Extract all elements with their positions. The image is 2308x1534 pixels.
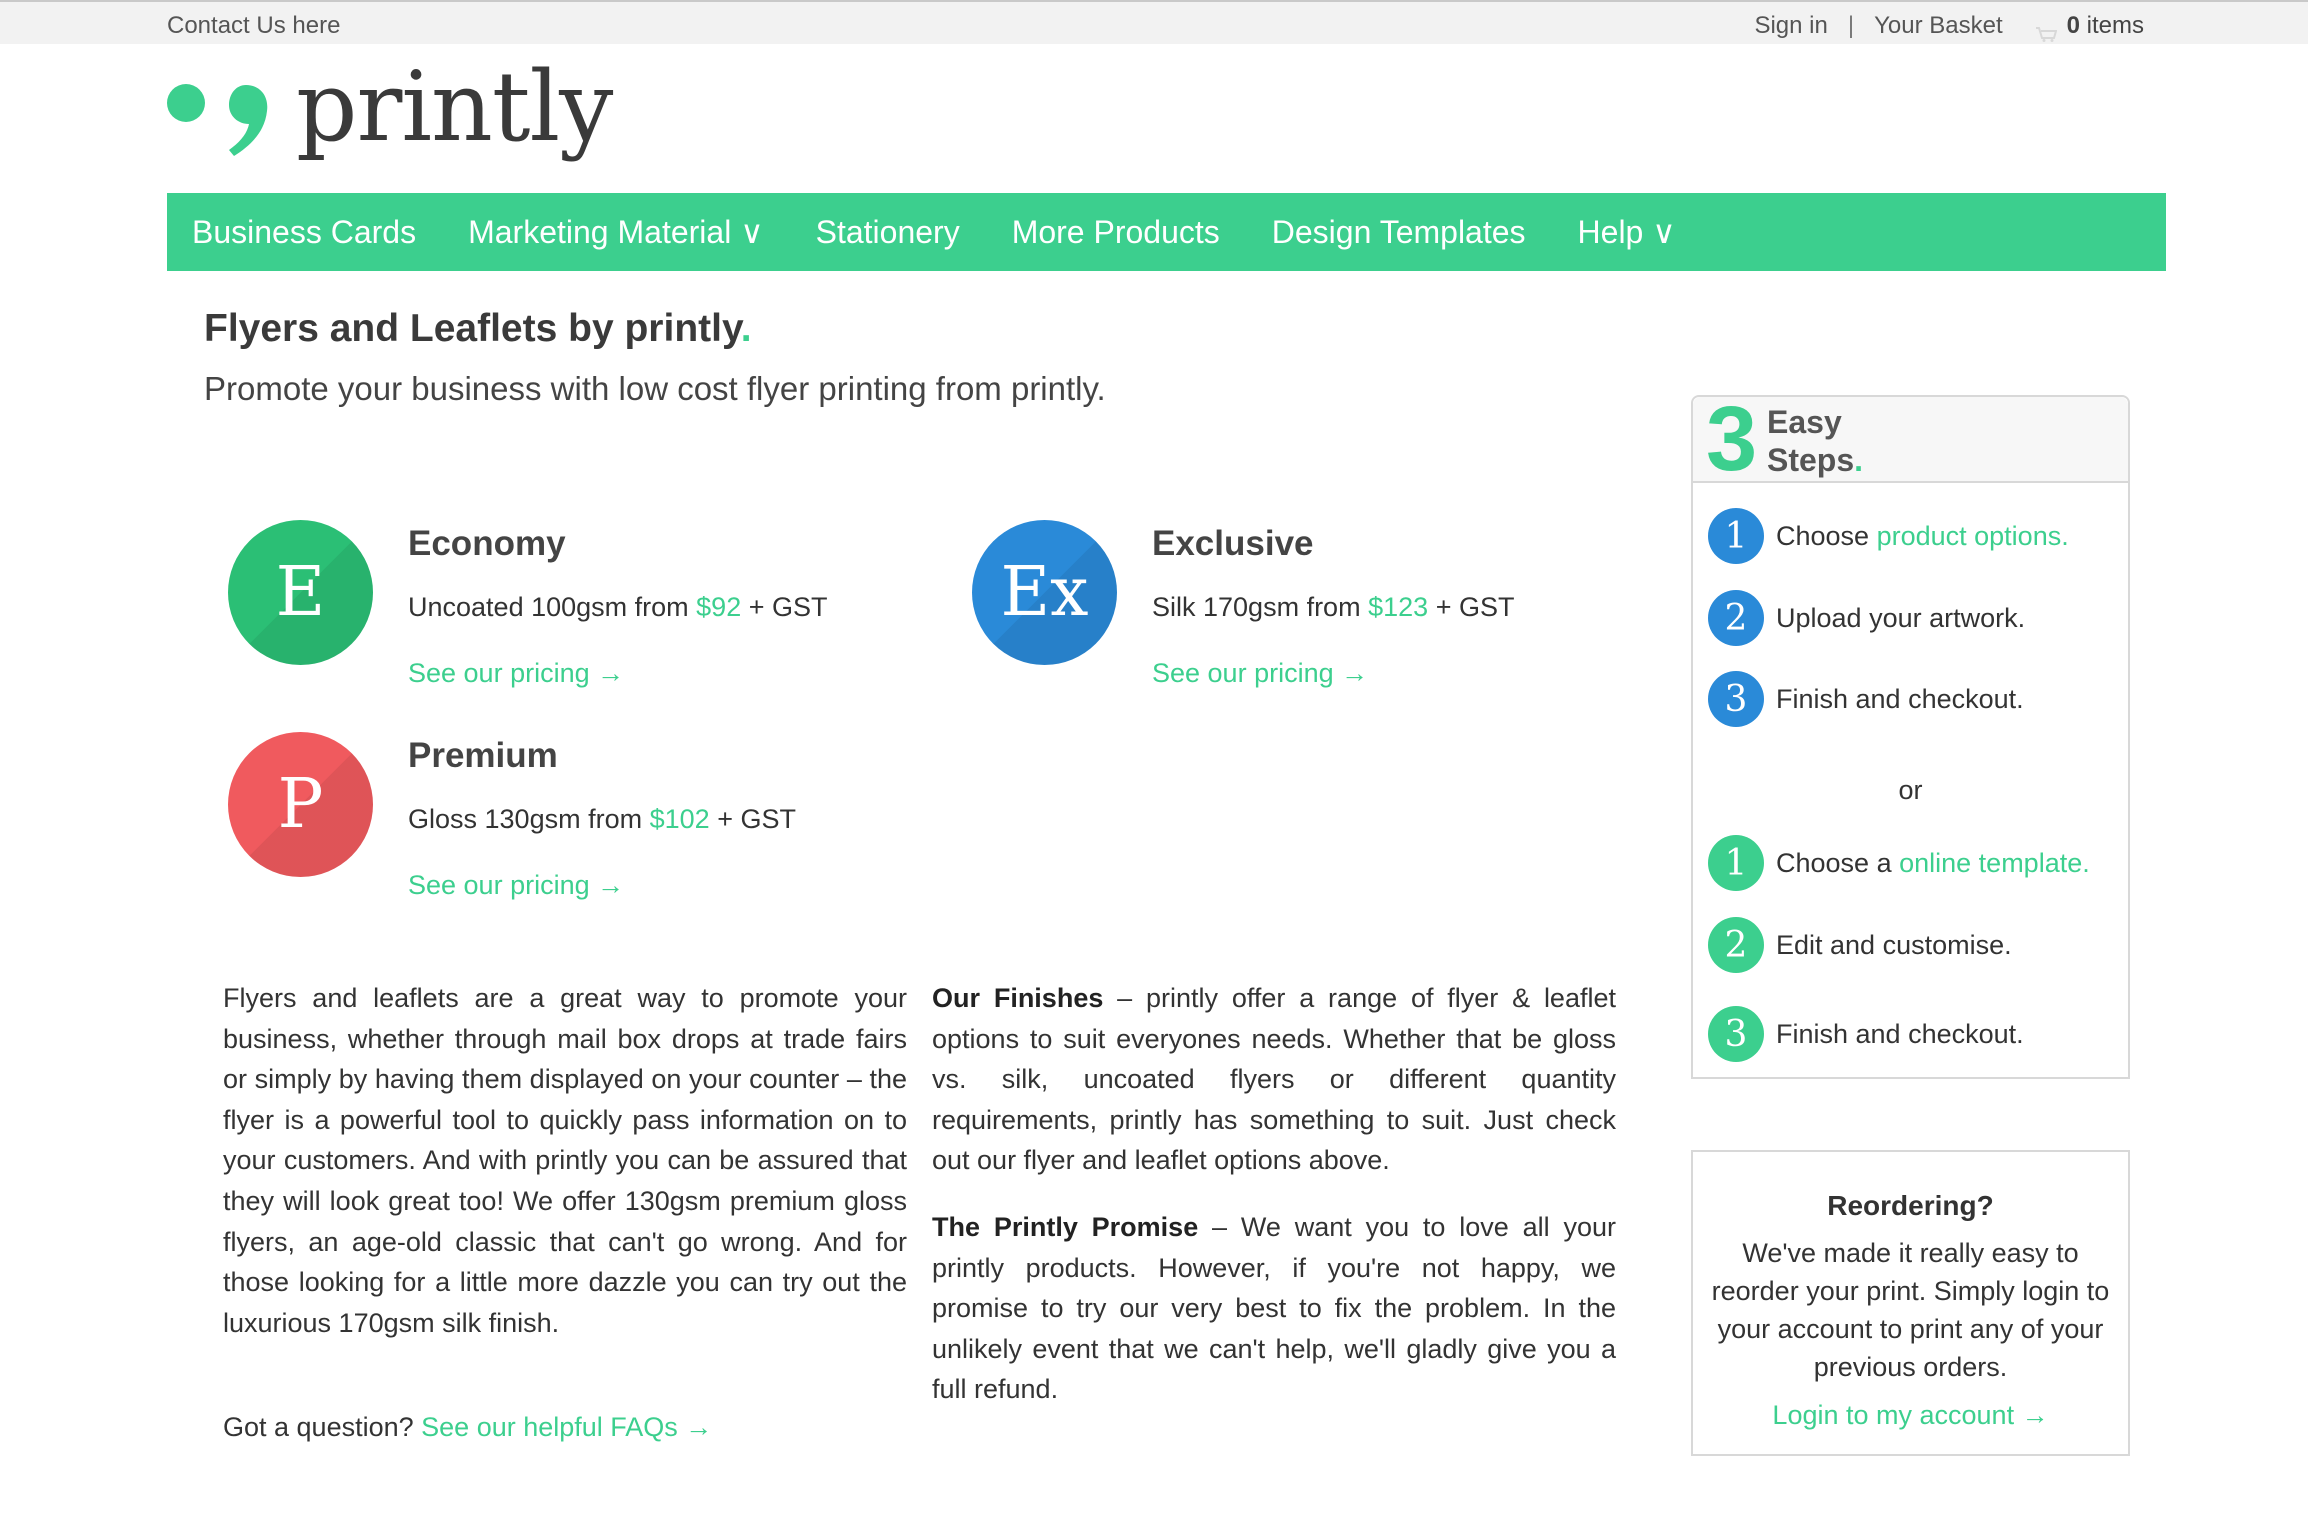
tier-exclusive-gst: + GST <box>1435 592 1515 622</box>
tier-economy-desc <box>408 592 828 623</box>
account-links <box>1754 12 2144 40</box>
tier-exclusive-pricing-link[interactable]: See our pricing → <box>1152 658 1369 688</box>
step-text: Choose a <box>1776 847 1892 878</box>
reorder-panel <box>1691 1150 2130 1456</box>
faq-line <box>223 1412 712 1443</box>
step-template-1 <box>1708 835 2090 891</box>
basket-icon[interactable] <box>2035 21 2057 35</box>
finishes-paragraph <box>932 978 1616 1181</box>
page-title <box>204 307 752 351</box>
main-nav <box>167 193 2166 271</box>
finishes-heading: Our Finishes <box>932 983 1104 1013</box>
tier-premium-desc-text: Gloss 130gsm from <box>408 804 643 834</box>
easy-steps-number: 3 <box>1706 388 1758 490</box>
easy-steps-heading-line1: Easy <box>1767 404 1842 440</box>
easy-steps-panel <box>1691 388 2130 1079</box>
top-bar <box>0 0 2308 44</box>
product-options-link[interactable]: product options. <box>1876 520 2069 551</box>
step-upload-1 <box>1708 508 2069 564</box>
nav-more-products[interactable]: More Products <box>1011 213 1220 250</box>
printly-logo[interactable] <box>166 51 613 168</box>
step-text: Edit and customise. <box>1776 929 2012 960</box>
easy-steps-heading-line2: Steps <box>1767 442 1855 478</box>
nav-stationery[interactable]: Stationery <box>815 213 960 250</box>
tier-economy-desc-text: Uncoated 100gsm from <box>408 592 689 622</box>
tier-economy-pricing-link[interactable]: See our pricing → <box>408 658 625 688</box>
tier-exclusive-desc <box>1152 592 1514 623</box>
page-title-dot: . <box>740 307 752 350</box>
tier-premium-price: $102 <box>649 804 710 834</box>
faq-link[interactable]: See our helpful FAQs → <box>421 1412 713 1442</box>
intro-paragraph: Flyers and leaflets are a great way to promote your business, whether through mail box drops at trade fairs or simply by having them displayed on your counter – the flyer is a powerful tool to quickly pass information on to your customers. And with printly you can be assured that they will look great too! We offer 130gsm premium gloss flyers, an age-old classic that can't go wrong. And for those looking for a little more dazzle you can try out the luxurious 170gsm silk finish. <box>223 983 907 1338</box>
logo-mark-icon <box>166 58 276 168</box>
step-upload-3 <box>1708 671 2024 727</box>
step-template-2 <box>1708 917 2012 973</box>
step-text: Choose <box>1776 520 1870 551</box>
contact-us-link[interactable]: Contact Us here <box>167 12 341 39</box>
tier-premium-badge: P <box>228 732 373 877</box>
finishes-text: – printly offer a range of flyer & leaflet options to suit everyones needs. Whether that be gloss vs. silk, uncoated flyers or different quantity requirements, printly has something to suit. Just check out our flyer and leaflet options above. <box>932 983 1616 1176</box>
tier-economy-title: Economy <box>408 524 566 563</box>
step-number-badge: 3 <box>1708 671 1764 727</box>
nav-help[interactable]: Help ∨ <box>1577 214 1676 250</box>
page-title-text: Flyers and Leaflets by printly <box>204 307 741 350</box>
step-number-badge: 2 <box>1708 590 1764 646</box>
step-template-3 <box>1708 1006 2024 1062</box>
step-number-badge: 3 <box>1708 1006 1764 1062</box>
tier-economy-price: $92 <box>696 592 742 622</box>
faq-prefix: Got a question? <box>223 1412 414 1442</box>
online-template-link[interactable]: online template. <box>1899 847 2090 878</box>
easy-steps-heading-dot: . <box>1854 442 1864 478</box>
step-number-badge: 1 <box>1708 508 1764 564</box>
tier-premium-desc <box>408 804 796 835</box>
reorder-text: We've made it really easy to reorder your print. Simply login to your account to print any of your previous orders. <box>1711 1238 2110 1382</box>
basket-link[interactable]: Your Basket <box>1874 12 2003 39</box>
nav-business-cards[interactable]: Business Cards <box>192 213 417 250</box>
tier-exclusive-badge: Ex <box>972 520 1117 665</box>
steps-or-divider: or <box>1898 775 1923 805</box>
logo-wordmark: printly <box>296 51 613 163</box>
step-number-badge: 1 <box>1708 835 1764 891</box>
tier-premium-pricing-link[interactable]: See our pricing → <box>408 870 625 900</box>
basket-count-number: 0 <box>2066 12 2080 39</box>
tier-exclusive-title: Exclusive <box>1152 524 1314 563</box>
promise-heading: The Printly Promise <box>932 1212 1199 1242</box>
step-number-badge: 2 <box>1708 917 1764 973</box>
reorder-title: Reordering? <box>1827 1190 1994 1221</box>
tier-exclusive-desc-text: Silk 170gsm from <box>1152 592 1361 622</box>
login-account-link[interactable]: Login to my account → <box>1772 1400 2049 1430</box>
step-upload-2 <box>1708 590 2025 646</box>
basket-count[interactable] <box>2067 12 2144 40</box>
basket-count-label: items <box>2086 12 2144 39</box>
promise-text: – We want you to love all your printly products. However, if you're not happy, we promise to try our very best to fix the problem. In the unlikely event that we can't help, we'll gladly give you a full refund. <box>932 1212 1616 1405</box>
tier-economy-badge: E <box>228 520 373 665</box>
tier-economy-gst: + GST <box>748 592 828 622</box>
nav-design-templates[interactable]: Design Templates <box>1271 213 1526 250</box>
easy-steps-header <box>1693 388 2128 490</box>
tier-premium-title: Premium <box>408 736 558 775</box>
step-text: Finish and checkout. <box>1776 1018 2024 1049</box>
tier-exclusive-price: $123 <box>1368 592 1429 622</box>
step-text: Finish and checkout. <box>1776 683 2024 714</box>
tier-premium-gst: + GST <box>717 804 796 834</box>
step-text: Upload your artwork. <box>1776 602 2026 633</box>
separator: | <box>1847 12 1855 39</box>
easy-steps-heading <box>1767 403 1863 479</box>
promise-paragraph <box>932 1207 1616 1410</box>
nav-marketing-material[interactable]: Marketing Material ∨ <box>468 214 764 250</box>
sign-in-link[interactable]: Sign in <box>1754 12 1828 39</box>
page-subtitle: Promote your business with low cost flyer printing from printly. <box>204 370 1106 407</box>
